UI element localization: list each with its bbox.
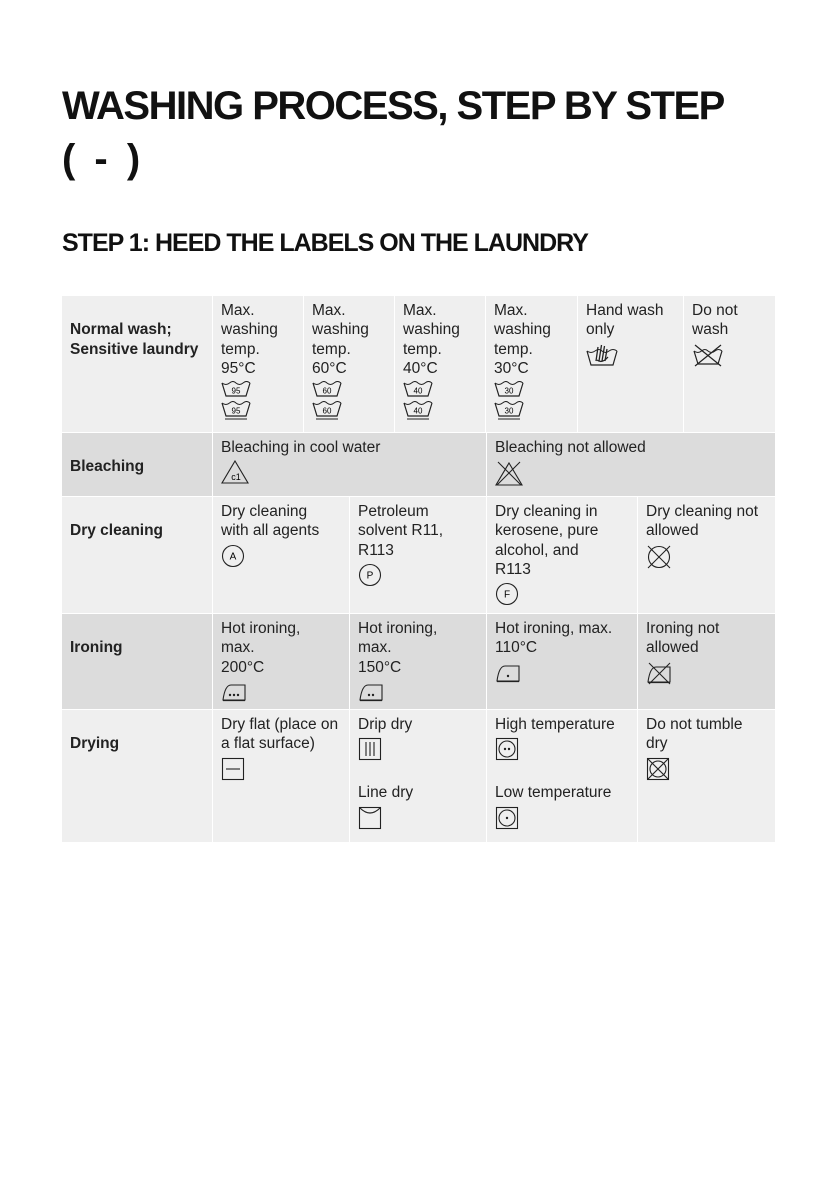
cell-do-not-wash — [684, 296, 775, 432]
wash-tub-60-gentle-icon — [312, 401, 386, 421]
wash-tub-60-icon — [312, 381, 386, 398]
no-tumble-dry-icon — [646, 757, 767, 781]
dry-clean-f-icon — [495, 582, 629, 606]
wash-60-label: Max. washing temp. 60°C — [312, 302, 369, 377]
line-dry-icon — [358, 806, 478, 830]
wash-tub-40-icon — [403, 381, 477, 398]
wash-40-num-2: 40 — [413, 406, 423, 416]
row-header-dry-clean — [62, 497, 212, 613]
cell-hand-wash — [578, 296, 683, 432]
cell-dry-clean-not — [638, 497, 775, 613]
iron-two-dots-icon — [358, 680, 478, 702]
page-title: WASHING PROCESS, STEP BY STEP — [62, 84, 724, 128]
iron-not-label: Ironing not allowed — [646, 620, 720, 657]
iron-110-label: Hot ironing, max. 110°C — [495, 620, 613, 657]
wash-30-num: 30 — [504, 386, 514, 396]
iron-one-dot-icon — [495, 661, 629, 683]
cell-dry-clean-petroleum — [350, 497, 486, 613]
dry-clean-p-icon — [358, 563, 478, 587]
row-header-wash-label: Normal wash; Sensitive laundry — [70, 321, 199, 358]
wash-40-num: 40 — [413, 386, 423, 396]
wash-95-num-2: 95 — [231, 406, 241, 416]
row-header-ironing — [62, 614, 212, 709]
wash-95-num: 95 — [231, 386, 241, 396]
no-dry-clean-icon — [646, 544, 767, 570]
drip-dry-icon — [358, 737, 478, 761]
cell-iron-150 — [350, 614, 486, 709]
dry-clean-f-letter: F — [503, 589, 511, 601]
cell-iron-200 — [213, 614, 349, 709]
row-header-dry-clean-label: Dry cleaning — [70, 522, 164, 540]
line-dry-label: Line dry — [358, 784, 414, 802]
no-iron-icon — [646, 661, 767, 685]
iron-three-dots-icon — [221, 680, 341, 702]
hand-wash-icon — [586, 343, 675, 367]
cell-wash-40 — [395, 296, 485, 432]
row-header-drying-label: Drying — [70, 735, 120, 753]
wash-tub-95-icon — [221, 381, 295, 398]
row-header-wash — [62, 296, 212, 432]
cell-dry-clean-kerosene — [487, 497, 637, 613]
dry-clean-a-letter: A — [229, 551, 237, 563]
cell-bleach-cool — [213, 433, 486, 496]
tumble-dry-low-icon — [495, 806, 629, 830]
row-header-bleach-label: Bleaching — [70, 458, 145, 476]
bleach-not-label: Bleaching not allowed — [495, 439, 646, 456]
cell-iron-not — [638, 614, 775, 709]
cell-wash-95 — [213, 296, 303, 432]
cell-no-tumble — [638, 710, 775, 842]
no-tumble-label: Do not tumble dry — [646, 716, 743, 753]
bleach-symbol-text: c1 — [231, 472, 241, 483]
iron-200-label: Hot ironing, max. 200°C — [221, 620, 301, 676]
wash-30-label: Max. washing temp. 30°C — [494, 302, 551, 377]
dry-clean-kerosene-label: Dry cleaning in kerosene, pure alcohol, and R113 — [495, 503, 599, 578]
dry-clean-not-label: Dry cleaning not allowed — [646, 503, 759, 540]
hand-wash-label: Hand wash only — [586, 302, 664, 339]
wash-tub-95-gentle-icon — [221, 401, 295, 421]
wash-60-num-2: 60 — [322, 406, 332, 416]
cell-dry-clean-all — [213, 497, 349, 613]
wash-tub-40-gentle-icon — [403, 401, 477, 421]
wash-95-label: Max. washing temp. 95°C — [221, 302, 278, 377]
dry-clean-petroleum-label: Petroleum solvent R11, R113 — [358, 503, 444, 559]
wash-60-num: 60 — [322, 386, 332, 396]
row-header-bleach — [62, 433, 212, 496]
dry-clean-all-label: Dry cleaning with all agents — [221, 503, 320, 540]
wash-tub-30-icon — [494, 381, 569, 398]
iron-150-label: Hot ironing, max. 150°C — [358, 620, 438, 676]
page-subtitle: ( - ) — [62, 137, 145, 181]
dry-clean-a-icon — [221, 544, 341, 568]
row-header-ironing-label: Ironing — [70, 639, 123, 657]
tumble-high-label: High temperature — [495, 716, 615, 733]
step-heading: STEP 1: HEED THE LABELS ON THE LAUNDRY — [62, 229, 588, 257]
wash-30-num-2: 30 — [504, 406, 514, 416]
dry-clean-p-letter: P — [366, 570, 374, 582]
cell-tumble-dry — [487, 710, 637, 842]
cell-wash-60 — [304, 296, 394, 432]
bleach-cool-label: Bleaching in cool water — [221, 439, 381, 456]
do-not-wash-icon — [692, 343, 767, 367]
tumble-low-label: Low temperature — [495, 784, 612, 802]
row-header-drying — [62, 710, 212, 842]
dry-flat-label: Dry flat (place on a flat surface) — [221, 716, 339, 753]
cell-drip-line-dry — [350, 710, 486, 842]
care-label-table — [62, 296, 775, 842]
cell-wash-30 — [486, 296, 577, 432]
dry-flat-icon — [221, 757, 341, 781]
cell-bleach-not — [487, 433, 775, 496]
cell-iron-110 — [487, 614, 637, 709]
bleach-triangle-c1-icon — [221, 460, 478, 484]
do-not-wash-label: Do not wash — [692, 302, 738, 339]
tumble-dry-high-icon — [495, 737, 629, 761]
no-bleach-icon — [495, 460, 767, 486]
wash-40-label: Max. washing temp. 40°C — [403, 302, 460, 377]
wash-tub-30-gentle-icon — [494, 401, 569, 421]
drip-dry-label: Drip dry — [358, 716, 413, 733]
cell-dry-flat — [213, 710, 349, 842]
